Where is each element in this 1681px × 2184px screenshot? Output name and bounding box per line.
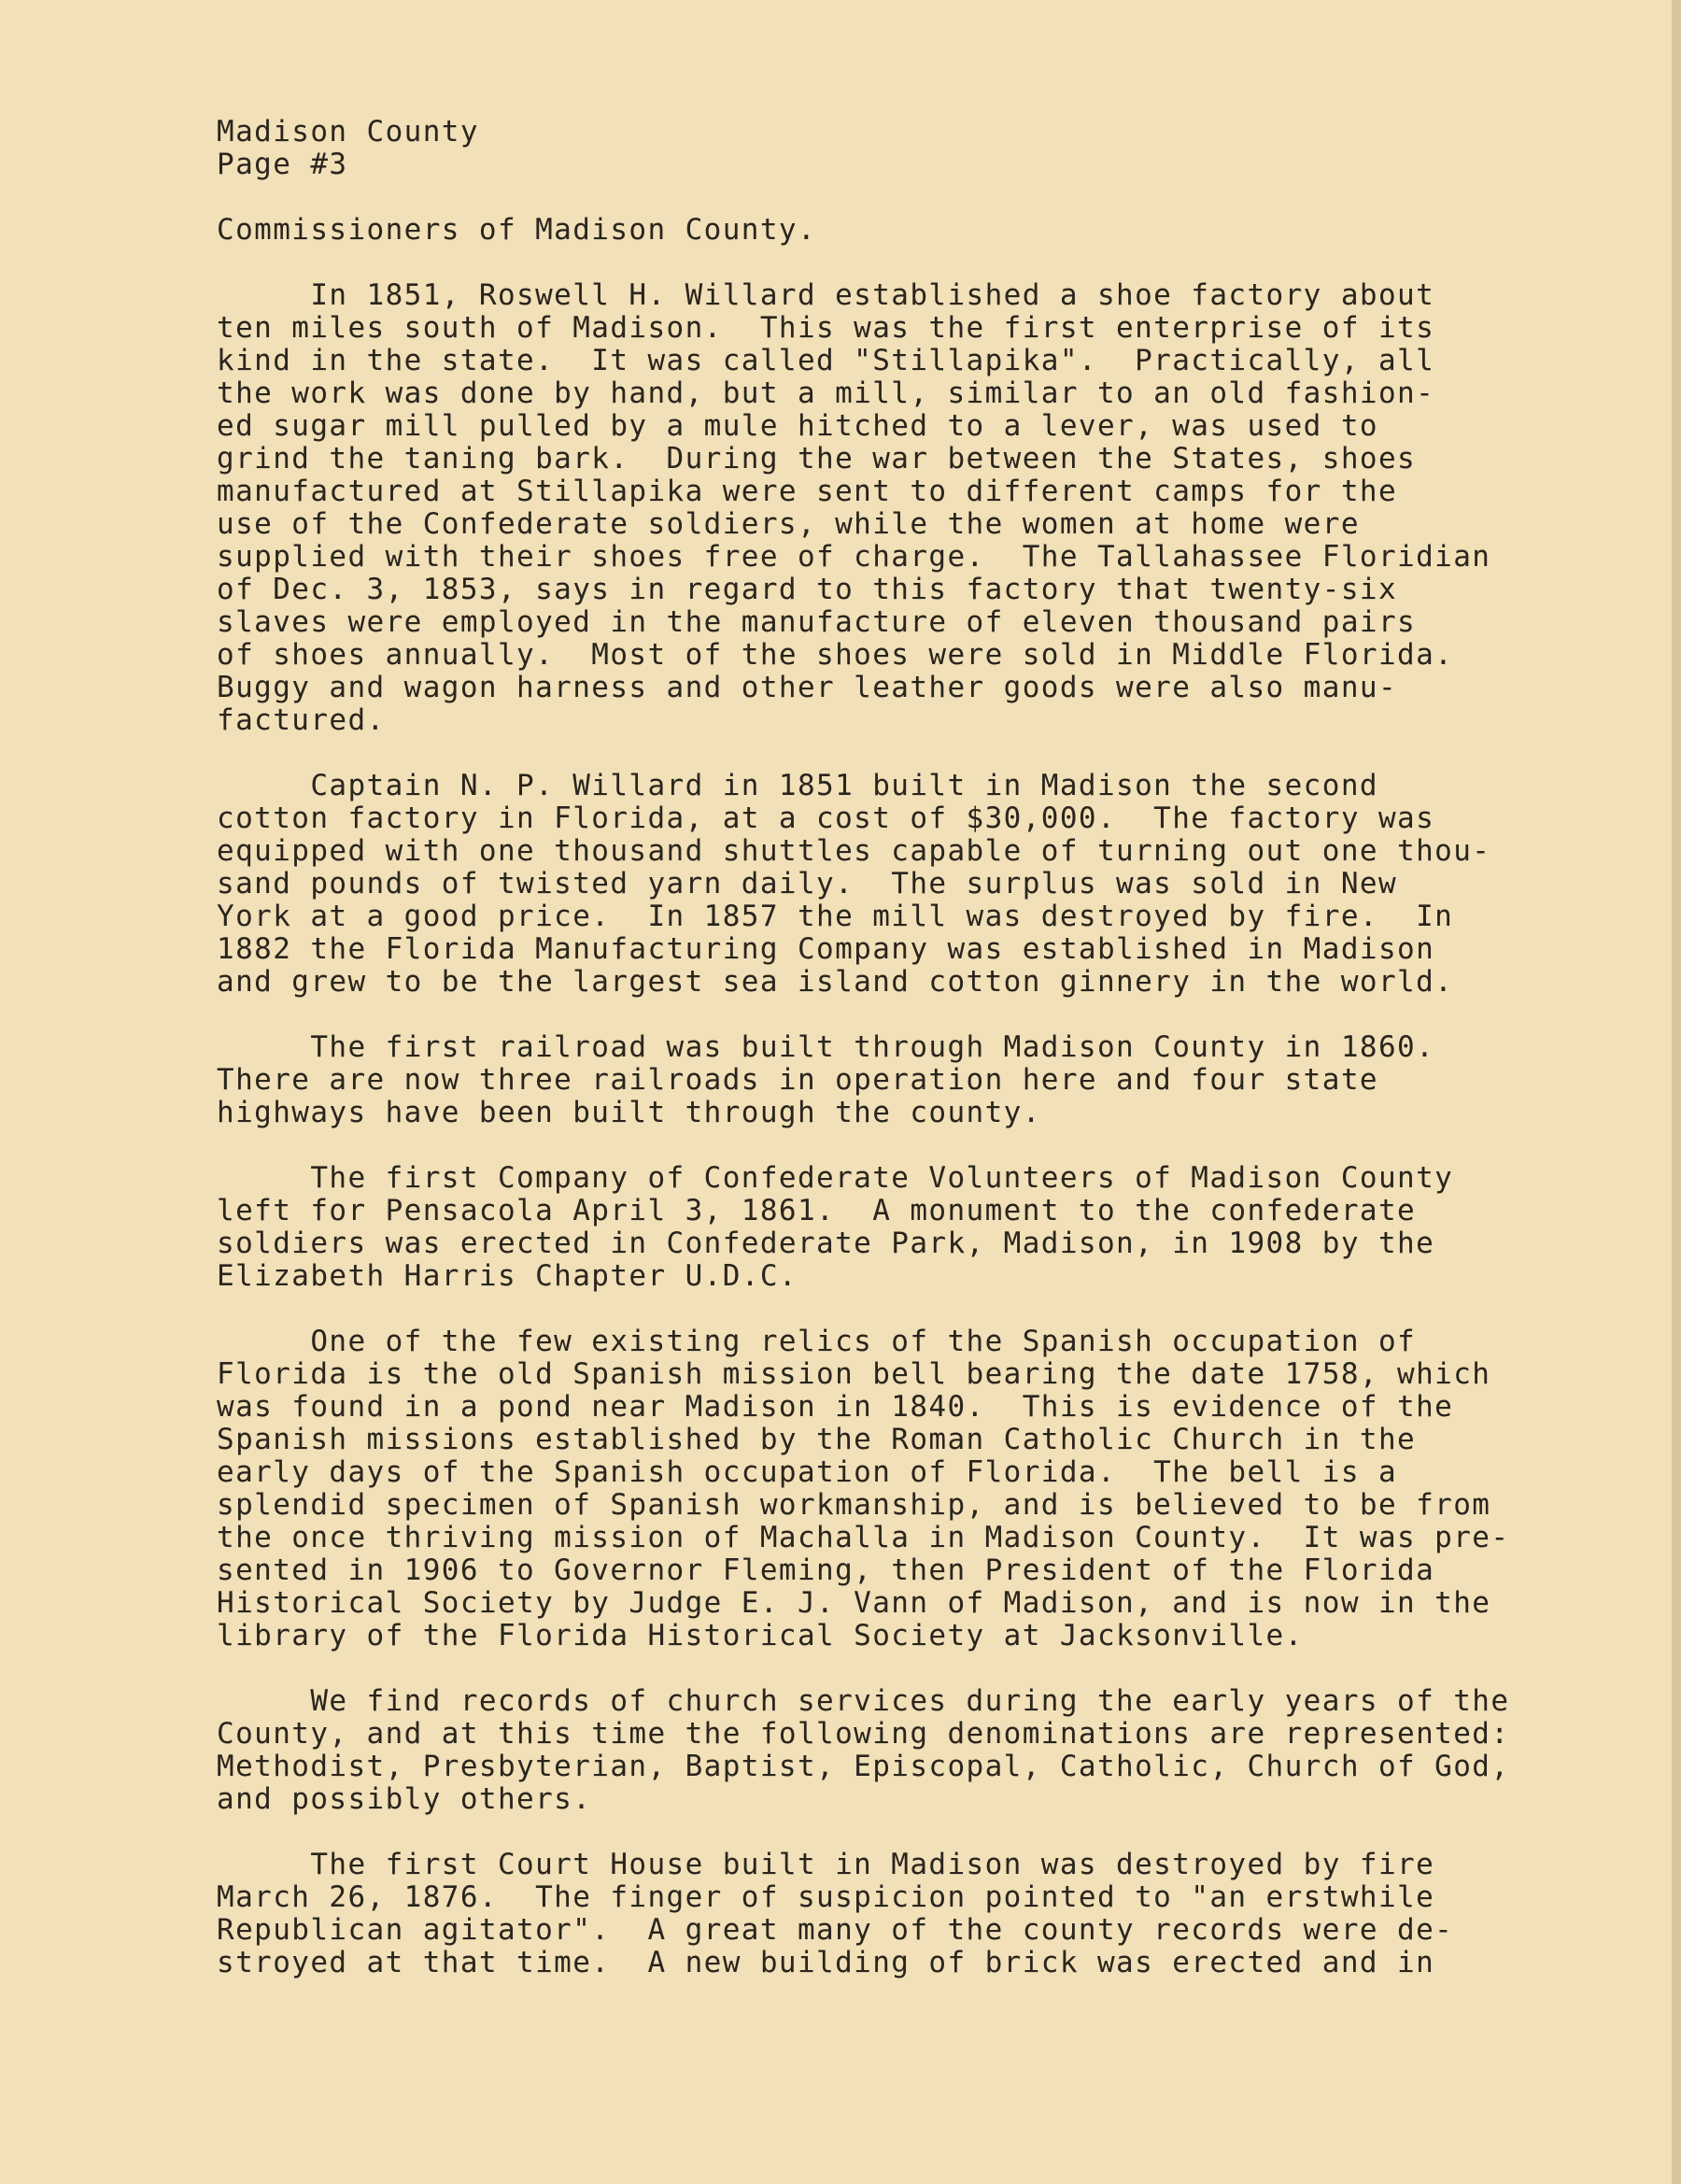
paragraph-line: left for Pensacola April 3, 1861. A monument to the confederate — [217, 1194, 1417, 1227]
paragraph-line: There are now three railroads in operation here and four state — [217, 1063, 1378, 1097]
paragraph — [217, 1326, 1561, 1652]
paragraph-line: The first Court House built in Madison was destroyed by fire — [217, 1848, 1435, 1881]
paragraph — [217, 1685, 1561, 1816]
paragraph-line: soldiers was erected in Confederate Park, Madison, in 1908 by the — [217, 1227, 1435, 1260]
paragraph-line: equipped with one thousand shuttles capable of turning out one thou- — [217, 834, 1491, 868]
paragraph — [217, 770, 1561, 999]
paragraph-line: York at a good price. In 1857 the mill was destroyed by fire. In — [217, 900, 1454, 933]
spacer — [217, 1293, 1561, 1326]
paragraph-line: The first railroad was built through Madison County in 1860. — [217, 1030, 1435, 1064]
paragraph-line: of shoes annually. Most of the shoes were sold in Middle Florida. — [217, 638, 1454, 672]
paragraph-line: sand pounds of twisted yarn daily. The surplus was sold in New — [217, 867, 1398, 901]
paragraph-line: splendid specimen of Spanish workmanship, and is believed to be from — [217, 1488, 1491, 1522]
paragraph-line: kind in the state. It was called "Stillapika". Practically, all — [217, 344, 1435, 377]
paragraph-line: use of the Confederate soldiers, while the women at home were — [217, 507, 1360, 541]
paragraph-line: The first Company of Confederate Volunteers of Madison County — [217, 1161, 1454, 1195]
paragraph-line: 1882 the Florida Manufacturing Company was established in Madison — [217, 932, 1435, 966]
paragraph-line: Elizabeth Harris Chapter U.D.C. — [217, 1259, 798, 1293]
paragraph — [217, 1162, 1561, 1293]
paragraph-line: early days of the Spanish occupation of Florida. The bell is a — [217, 1455, 1398, 1489]
paragraph-line: ed sugar mill pulled by a mule hitched to a lever, was used to — [217, 409, 1378, 443]
paragraph-line: We find records of church services during the early years of the — [217, 1684, 1510, 1718]
paragraph-line: March 26, 1876. The finger of suspicion pointed to "an erstwhile — [217, 1880, 1435, 1914]
paragraph-line: stroyed at that time. A new building of brick was erected and in — [217, 1946, 1435, 1979]
document-body — [217, 116, 1561, 1979]
paragraph-line: highways have been built through the county. — [217, 1096, 1041, 1129]
paragraph-line: Methodist, Presbyterian, Baptist, Episcopal, Catholic, Church of God, — [217, 1750, 1510, 1783]
paragraph-line: library of the Florida Historical Society at Jacksonville. — [217, 1619, 1304, 1652]
spacer — [217, 1816, 1561, 1849]
spacer — [217, 181, 1561, 214]
paragraph-line: grind the taning bark. During the war between the States, shoes — [217, 442, 1417, 475]
paragraph-line: the once thriving mission of Machalla in Madison County. It was pre- — [217, 1521, 1510, 1554]
paragraph-line: In 1851, Roswell H. Willard established a shoe factory about — [217, 278, 1435, 312]
spacer — [217, 737, 1561, 770]
paragraph-line: and possibly others. — [217, 1782, 592, 1816]
paragraph-line: and grew to be the largest sea island cotton ginnery in the world. — [217, 965, 1454, 999]
paragraph-line: factured. — [217, 703, 386, 737]
header-page-number: Page #3 — [217, 148, 348, 181]
paragraph — [217, 1031, 1561, 1129]
intro-line: Commissioners of Madison County. — [217, 213, 817, 247]
paragraph-line: County, and at this time the following denominations are represented: — [217, 1717, 1510, 1751]
paragraph-line: was found in a pond near Madison in 1840. This is evidence of the — [217, 1390, 1454, 1424]
paragraph-line: manufactured at Stillapika were sent to different camps for the — [217, 475, 1398, 508]
paragraph-line: cotton factory in Florida, at a cost of $30,000. The factory was — [217, 801, 1435, 835]
spacer — [217, 999, 1561, 1031]
paragraph-line: ten miles south of Madison. This was the first enterprise of its — [217, 311, 1435, 345]
paragraph-line: Buggy and wagon harness and other leather goods were also manu- — [217, 671, 1398, 704]
spacer — [217, 1129, 1561, 1162]
paragraphs — [217, 279, 1561, 1979]
paragraph-line: slaves were employed in the manufacture of eleven thousand pairs — [217, 605, 1417, 639]
paragraph-line: Florida is the old Spanish mission bell bearing the date 1758, which — [217, 1357, 1491, 1391]
header-county: Madison County — [217, 115, 479, 149]
spacer — [217, 247, 1561, 279]
paragraph-line: the work was done by hand, but a mill, similar to an old fashion- — [217, 376, 1435, 410]
paragraph-line: of Dec. 3, 1853, says in regard to this factory that twenty-six — [217, 573, 1398, 606]
paragraph-line: Spanish missions established by the Roman Catholic Church in the — [217, 1423, 1417, 1456]
spacer — [217, 1652, 1561, 1685]
paragraph-line: Historical Society by Judge E. J. Vann of Madison, and is now in the — [217, 1586, 1491, 1620]
paragraph-line: Republican agitator". A great many of the county records were de- — [217, 1913, 1454, 1947]
paragraph-line: Captain N. P. Willard in 1851 built in Madison the second — [217, 769, 1378, 802]
paragraph-line: supplied with their shoes free of charge. The Tallahassee Floridian — [217, 540, 1491, 574]
paragraph-line: sented in 1906 to Governor Fleming, then President of the Florida — [217, 1553, 1435, 1587]
paragraph — [217, 279, 1561, 737]
paragraph — [217, 1849, 1561, 1979]
paragraph-line: One of the few existing relics of the Spanish occupation of — [217, 1325, 1417, 1358]
